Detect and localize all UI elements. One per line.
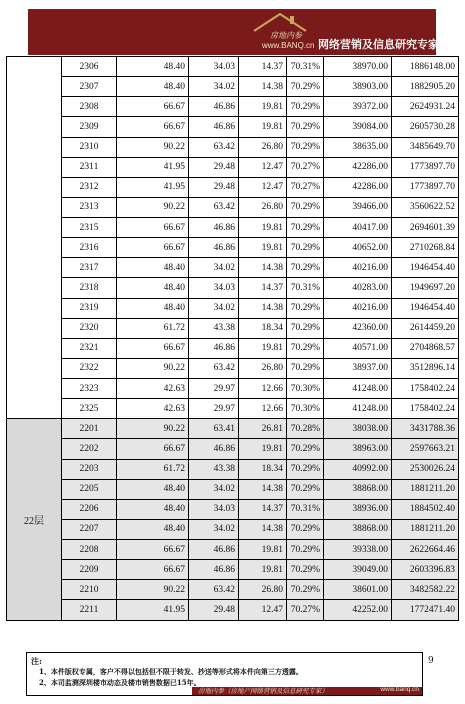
unit-price-cell: 42252.00 — [324, 600, 392, 620]
total-price-cell: 2710268.84 — [392, 238, 459, 258]
table-row — [7, 338, 459, 358]
room-number-cell: 2316 — [62, 238, 117, 258]
usable-area-cell: 46.86 — [189, 97, 239, 117]
shared-area-cell: 26.80 — [239, 580, 287, 600]
efficiency-rate-cell: 70.29% — [287, 540, 324, 560]
usable-area-cell: 63.42 — [189, 580, 239, 600]
table-row — [7, 238, 459, 258]
usable-area-cell: 46.86 — [189, 218, 239, 238]
built-area-cell: 48.40 — [117, 519, 189, 539]
shared-area-cell: 26.80 — [239, 137, 287, 157]
unit-price-cell: 38868.00 — [324, 479, 392, 499]
usable-area-cell: 29.48 — [189, 600, 239, 620]
unit-price-cell: 39084.00 — [324, 117, 392, 137]
shared-area-cell: 19.81 — [239, 97, 287, 117]
usable-area-cell: 63.42 — [189, 358, 239, 378]
efficiency-rate-cell: 70.30% — [287, 379, 324, 399]
shared-area-cell: 18.34 — [239, 459, 287, 479]
price-table-container — [6, 56, 458, 621]
unit-price-cell: 40216.00 — [324, 258, 392, 278]
efficiency-rate-cell: 70.31% — [287, 57, 324, 77]
unit-price-cell: 38903.00 — [324, 77, 392, 97]
room-number-cell: 2202 — [62, 439, 117, 459]
efficiency-rate-cell: 70.29% — [287, 197, 324, 217]
usable-area-cell: 34.02 — [189, 298, 239, 318]
room-number-cell: 2312 — [62, 177, 117, 197]
built-area-cell: 41.95 — [117, 157, 189, 177]
built-area-cell: 66.67 — [117, 97, 189, 117]
floor-label-cell: 22层 — [7, 419, 62, 620]
table-row — [7, 177, 459, 197]
usable-area-cell: 46.86 — [189, 117, 239, 137]
unit-price-cell: 40652.00 — [324, 238, 392, 258]
unit-price-cell: 39372.00 — [324, 97, 392, 117]
efficiency-rate-cell: 70.29% — [287, 459, 324, 479]
table-row — [7, 540, 459, 560]
total-price-cell: 1882905.20 — [392, 77, 459, 97]
usable-area-cell: 29.97 — [189, 399, 239, 419]
usable-area-cell: 43.38 — [189, 459, 239, 479]
usable-area-cell: 46.86 — [189, 540, 239, 560]
room-number-cell: 2308 — [62, 97, 117, 117]
footer-notes — [26, 652, 423, 696]
built-area-cell: 41.95 — [117, 177, 189, 197]
total-price-cell: 2614459.20 — [392, 318, 459, 338]
shared-area-cell: 19.81 — [239, 338, 287, 358]
unit-price-cell: 38936.00 — [324, 499, 392, 519]
unit-price-cell: 42286.00 — [324, 157, 392, 177]
efficiency-rate-cell: 70.31% — [287, 278, 324, 298]
total-price-cell: 2704868.57 — [392, 338, 459, 358]
footer-url: www.banq.cn — [380, 686, 419, 693]
shared-area-cell: 14.38 — [239, 519, 287, 539]
built-area-cell: 42.63 — [117, 399, 189, 419]
unit-price-cell: 38970.00 — [324, 57, 392, 77]
efficiency-rate-cell: 70.30% — [287, 399, 324, 419]
table-row — [7, 439, 459, 459]
room-number-cell: 2313 — [62, 197, 117, 217]
room-number-cell: 2205 — [62, 479, 117, 499]
built-area-cell: 48.40 — [117, 298, 189, 318]
header-title: 网络营销及信息研究专家 — [318, 38, 439, 51]
total-price-cell: 1758402.24 — [392, 399, 459, 419]
table-row — [7, 419, 459, 439]
table-row — [7, 57, 459, 77]
room-number-cell: 2201 — [62, 419, 117, 439]
price-table — [6, 56, 459, 621]
built-area-cell: 42.63 — [117, 379, 189, 399]
shared-area-cell: 26.81 — [239, 419, 287, 439]
unit-price-cell: 40283.00 — [324, 278, 392, 298]
built-area-cell: 48.40 — [117, 77, 189, 97]
efficiency-rate-cell: 70.29% — [287, 298, 324, 318]
footer-brand-band — [192, 687, 422, 695]
unit-price-cell: 39338.00 — [324, 540, 392, 560]
floor-22-rows — [7, 419, 459, 620]
built-area-cell: 66.67 — [117, 218, 189, 238]
usable-area-cell: 63.42 — [189, 197, 239, 217]
usable-area-cell: 46.86 — [189, 439, 239, 459]
shared-area-cell: 19.81 — [239, 439, 287, 459]
shared-area-cell: 12.47 — [239, 157, 287, 177]
efficiency-rate-cell: 70.29% — [287, 580, 324, 600]
shared-area-cell: 14.37 — [239, 278, 287, 298]
room-number-cell: 2203 — [62, 459, 117, 479]
room-number-cell: 2320 — [62, 318, 117, 338]
unit-price-cell: 41248.00 — [324, 379, 392, 399]
total-price-cell: 1946454.40 — [392, 258, 459, 278]
built-area-cell: 90.22 — [117, 358, 189, 378]
efficiency-rate-cell: 70.29% — [287, 560, 324, 580]
efficiency-rate-cell: 70.29% — [287, 439, 324, 459]
built-area-cell: 66.67 — [117, 560, 189, 580]
table-row — [7, 399, 459, 419]
built-area-cell: 90.22 — [117, 580, 189, 600]
shared-area-cell: 14.37 — [239, 499, 287, 519]
shared-area-cell: 19.81 — [239, 238, 287, 258]
shared-area-cell: 18.34 — [239, 318, 287, 338]
built-area-cell: 66.67 — [117, 238, 189, 258]
shared-area-cell: 19.81 — [239, 218, 287, 238]
usable-area-cell: 34.03 — [189, 57, 239, 77]
usable-area-cell: 46.86 — [189, 238, 239, 258]
table-row — [7, 600, 459, 620]
total-price-cell: 1881211.20 — [392, 479, 459, 499]
table-row — [7, 258, 459, 278]
built-area-cell: 61.72 — [117, 459, 189, 479]
shared-area-cell: 14.38 — [239, 258, 287, 278]
total-price-cell: 1773897.70 — [392, 157, 459, 177]
total-price-cell: 1773897.70 — [392, 177, 459, 197]
usable-area-cell: 46.86 — [189, 338, 239, 358]
total-price-cell: 1884502.40 — [392, 499, 459, 519]
table-row — [7, 278, 459, 298]
room-number-cell: 2210 — [62, 580, 117, 600]
table-row — [7, 157, 459, 177]
table-row — [7, 137, 459, 157]
total-price-cell: 3485649.70 — [392, 137, 459, 157]
table-row — [7, 459, 459, 479]
efficiency-rate-cell: 70.29% — [287, 358, 324, 378]
built-area-cell: 48.40 — [117, 57, 189, 77]
total-price-cell: 3560622.52 — [392, 197, 459, 217]
table-row — [7, 479, 459, 499]
table-row — [7, 318, 459, 338]
unit-price-cell: 42360.00 — [324, 318, 392, 338]
room-number-cell: 2211 — [62, 600, 117, 620]
efficiency-rate-cell: 70.29% — [287, 258, 324, 278]
shared-area-cell: 19.81 — [239, 560, 287, 580]
table-row — [7, 197, 459, 217]
table-row — [7, 97, 459, 117]
logo-chinese-text: 房地内参 — [270, 31, 302, 40]
total-price-cell: 1881211.20 — [392, 519, 459, 539]
shared-area-cell: 12.66 — [239, 399, 287, 419]
shared-area-cell: 12.47 — [239, 177, 287, 197]
usable-area-cell: 63.42 — [189, 137, 239, 157]
total-price-cell: 3431788.36 — [392, 419, 459, 439]
unit-price-cell: 40216.00 — [324, 298, 392, 318]
room-number-cell: 2307 — [62, 77, 117, 97]
room-number-cell: 2309 — [62, 117, 117, 137]
total-price-cell: 2624931.24 — [392, 97, 459, 117]
table-row — [7, 358, 459, 378]
floor-label-cell — [7, 57, 62, 419]
table-row — [7, 379, 459, 399]
efficiency-rate-cell: 70.27% — [287, 177, 324, 197]
unit-price-cell: 42286.00 — [324, 177, 392, 197]
usable-area-cell: 63.41 — [189, 419, 239, 439]
efficiency-rate-cell: 70.29% — [287, 338, 324, 358]
usable-area-cell: 34.02 — [189, 519, 239, 539]
unit-price-cell: 38963.00 — [324, 439, 392, 459]
shared-area-cell: 12.66 — [239, 379, 287, 399]
unit-price-cell: 41248.00 — [324, 399, 392, 419]
usable-area-cell: 46.86 — [189, 560, 239, 580]
efficiency-rate-cell: 70.29% — [287, 519, 324, 539]
total-price-cell: 3482582.22 — [392, 580, 459, 600]
room-number-cell: 2322 — [62, 358, 117, 378]
logo-url: www.BANQ.cn — [262, 41, 315, 50]
table-row — [7, 298, 459, 318]
room-number-cell: 2317 — [62, 258, 117, 278]
footer-brand-text: 房地内参（房地产网络营销及信息研究专家） — [198, 687, 328, 695]
unit-price-cell: 40571.00 — [324, 338, 392, 358]
shared-area-cell: 14.37 — [239, 57, 287, 77]
usable-area-cell: 34.02 — [189, 479, 239, 499]
efficiency-rate-cell: 70.31% — [287, 499, 324, 519]
built-area-cell: 90.22 — [117, 137, 189, 157]
built-area-cell: 48.40 — [117, 278, 189, 298]
room-number-cell: 2207 — [62, 519, 117, 539]
room-number-cell: 2311 — [62, 157, 117, 177]
efficiency-rate-cell: 70.29% — [287, 117, 324, 137]
unit-price-cell: 39466.00 — [324, 197, 392, 217]
efficiency-rate-cell: 70.29% — [287, 318, 324, 338]
efficiency-rate-cell: 70.29% — [287, 137, 324, 157]
unit-price-cell: 38038.00 — [324, 419, 392, 439]
total-price-cell: 2597663.21 — [392, 439, 459, 459]
total-price-cell: 1772471.40 — [392, 600, 459, 620]
built-area-cell: 66.67 — [117, 439, 189, 459]
page-number: 9 — [428, 656, 434, 666]
built-area-cell: 66.67 — [117, 117, 189, 137]
room-number-cell: 2315 — [62, 218, 117, 238]
usable-area-cell: 34.02 — [189, 258, 239, 278]
room-number-cell: 2208 — [62, 540, 117, 560]
total-price-cell: 2530026.24 — [392, 459, 459, 479]
room-number-cell: 2323 — [62, 379, 117, 399]
shared-area-cell: 14.38 — [239, 479, 287, 499]
unit-price-cell: 39049.00 — [324, 560, 392, 580]
built-area-cell: 90.22 — [117, 197, 189, 217]
note-title: 注: — [31, 656, 42, 666]
efficiency-rate-cell: 70.29% — [287, 97, 324, 117]
room-number-cell: 2325 — [62, 399, 117, 419]
floor-23-rows — [7, 57, 459, 419]
total-price-cell: 3512896.14 — [392, 358, 459, 378]
total-price-cell: 1949697.20 — [392, 278, 459, 298]
efficiency-rate-cell: 70.29% — [287, 218, 324, 238]
table-row — [7, 77, 459, 97]
shared-area-cell: 14.38 — [239, 298, 287, 318]
table-row — [7, 560, 459, 580]
total-price-cell: 2605730.28 — [392, 117, 459, 137]
total-price-cell: 1946454.40 — [392, 298, 459, 318]
table-row — [7, 117, 459, 137]
efficiency-rate-cell: 70.29% — [287, 479, 324, 499]
built-area-cell: 90.22 — [117, 419, 189, 439]
table-row — [7, 499, 459, 519]
total-price-cell: 2603396.83 — [392, 560, 459, 580]
usable-area-cell: 43.38 — [189, 318, 239, 338]
efficiency-rate-cell: 70.29% — [287, 77, 324, 97]
room-number-cell: 2321 — [62, 338, 117, 358]
built-area-cell: 48.40 — [117, 479, 189, 499]
efficiency-rate-cell: 70.27% — [287, 600, 324, 620]
room-number-cell: 2319 — [62, 298, 117, 318]
shared-area-cell: 26.80 — [239, 197, 287, 217]
room-number-cell: 2306 — [62, 57, 117, 77]
usable-area-cell: 34.03 — [189, 278, 239, 298]
unit-price-cell: 38635.00 — [324, 137, 392, 157]
unit-price-cell: 38601.00 — [324, 580, 392, 600]
usable-area-cell: 34.02 — [189, 77, 239, 97]
room-number-cell: 2209 — [62, 560, 117, 580]
unit-price-cell: 38868.00 — [324, 519, 392, 539]
unit-price-cell: 38937.00 — [324, 358, 392, 378]
room-number-cell: 2206 — [62, 499, 117, 519]
built-area-cell: 41.95 — [117, 600, 189, 620]
usable-area-cell: 29.48 — [189, 157, 239, 177]
usable-area-cell: 34.03 — [189, 499, 239, 519]
built-area-cell: 48.40 — [117, 499, 189, 519]
built-area-cell: 48.40 — [117, 258, 189, 278]
shared-area-cell: 12.47 — [239, 600, 287, 620]
shared-area-cell: 26.80 — [239, 358, 287, 378]
shared-area-cell: 14.38 — [239, 77, 287, 97]
shared-area-cell: 19.81 — [239, 117, 287, 137]
total-price-cell: 1758402.24 — [392, 379, 459, 399]
usable-area-cell: 29.97 — [189, 379, 239, 399]
built-area-cell: 66.67 — [117, 540, 189, 560]
note-line-1: 1、本件版权专属，客户不得以包括但不限于转发、抄送等形式将本件向第三方透露。 — [39, 667, 303, 676]
total-price-cell: 2694601.39 — [392, 218, 459, 238]
note-line-2: 2、本司监测深圳楼市动态及楼市销售数据已15年。 — [39, 678, 201, 687]
room-number-cell: 2318 — [62, 278, 117, 298]
usable-area-cell: 29.48 — [189, 177, 239, 197]
total-price-cell: 2622664.46 — [392, 540, 459, 560]
page-header — [0, 0, 465, 58]
room-number-cell: 2310 — [62, 137, 117, 157]
efficiency-rate-cell: 70.27% — [287, 157, 324, 177]
unit-price-cell: 40417.00 — [324, 218, 392, 238]
table-row — [7, 519, 459, 539]
efficiency-rate-cell: 70.29% — [287, 238, 324, 258]
built-area-cell: 66.67 — [117, 338, 189, 358]
total-price-cell: 1886148.00 — [392, 57, 459, 77]
table-row — [7, 580, 459, 600]
shared-area-cell: 19.81 — [239, 540, 287, 560]
built-area-cell: 61.72 — [117, 318, 189, 338]
unit-price-cell: 40992.00 — [324, 459, 392, 479]
table-row — [7, 218, 459, 238]
efficiency-rate-cell: 70.28% — [287, 419, 324, 439]
